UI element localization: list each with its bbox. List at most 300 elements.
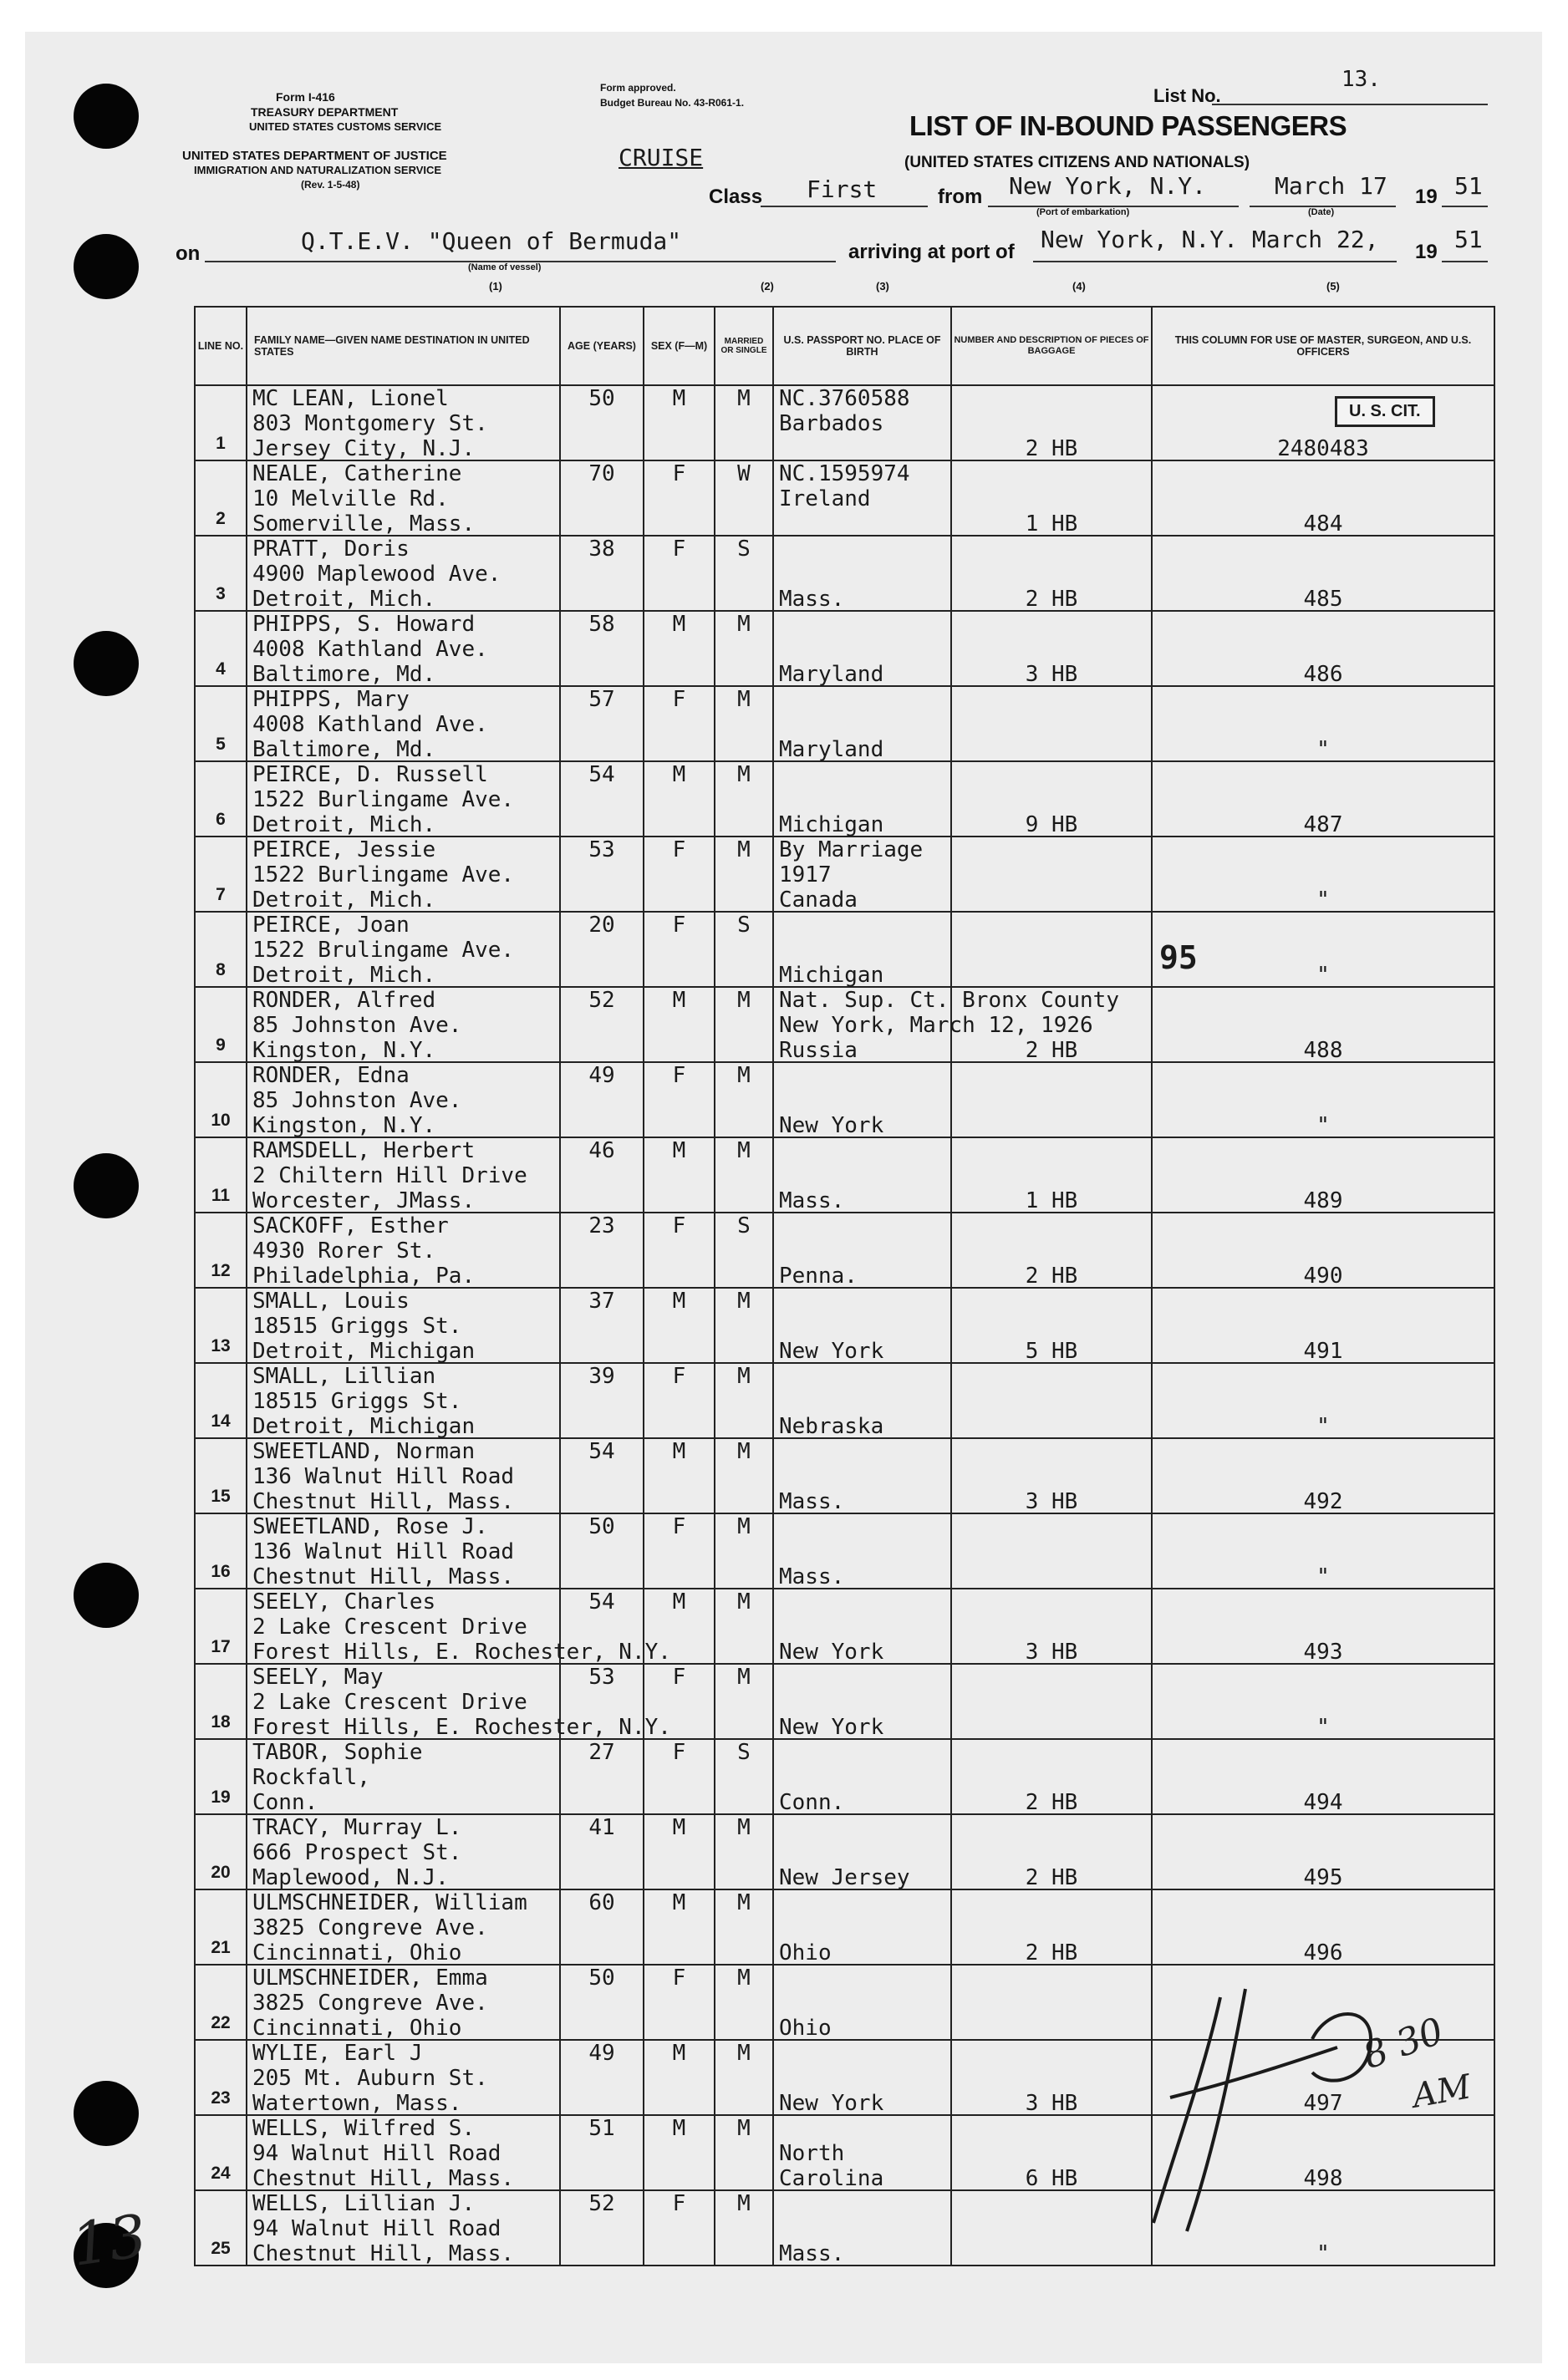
marital-cell xyxy=(715,1965,773,2040)
marital-cell xyxy=(715,1438,773,1513)
passenger-sex: M xyxy=(672,1439,686,1464)
passenger-age: 53 xyxy=(588,1665,615,1690)
name-cell xyxy=(247,385,560,460)
punch-hole xyxy=(74,1563,139,1628)
passenger-address: 4930 Rorer St. xyxy=(252,1238,436,1264)
birthplace: Maryland xyxy=(779,737,884,762)
passenger-age: 58 xyxy=(588,612,615,637)
passenger-sex: F xyxy=(672,1740,686,1765)
table-row xyxy=(195,987,1494,1062)
officer-number: " xyxy=(1316,1564,1330,1589)
passenger-age: 54 xyxy=(588,762,615,787)
passport-line-2: North xyxy=(779,2141,845,2166)
passenger-address: 3825 Congreve Ave. xyxy=(252,1991,488,2016)
officer-number: " xyxy=(1316,1715,1330,1740)
passenger-age: 37 xyxy=(588,1289,615,1314)
officer-cell xyxy=(1152,1137,1494,1213)
vessel-label: (Name of vessel) xyxy=(468,262,542,272)
passenger-age: 50 xyxy=(588,386,615,411)
passenger-sex: M xyxy=(672,1138,686,1163)
passport-cell xyxy=(773,611,951,686)
from-label: from xyxy=(938,186,983,208)
sex-cell xyxy=(644,460,715,536)
passport-cell xyxy=(773,1513,951,1589)
line-number-cell xyxy=(195,987,247,1062)
table-row xyxy=(195,1814,1494,1889)
baggage-count: 2 HB xyxy=(1025,1940,1078,1966)
officer-cell xyxy=(1152,1739,1494,1814)
table-row xyxy=(195,837,1494,912)
marital-cell xyxy=(715,837,773,912)
line-number-cell xyxy=(195,837,247,912)
line-number-cell xyxy=(195,1288,247,1363)
sex-cell xyxy=(644,1814,715,1889)
officer-number: " xyxy=(1316,1414,1330,1439)
date-label: (Date) xyxy=(1308,207,1335,217)
line-number: 23 xyxy=(211,2088,231,2108)
baggage-cell xyxy=(951,1889,1152,1965)
passport-line-2: Ireland xyxy=(779,486,871,511)
passport-cell xyxy=(773,1739,951,1814)
passenger-address: 94 Walnut Hill Road xyxy=(252,2141,501,2166)
passport-cell xyxy=(773,686,951,761)
passport-line-1: NC.3760588 xyxy=(779,386,910,411)
line-number: 25 xyxy=(211,2239,231,2258)
passenger-age: 54 xyxy=(588,1439,615,1464)
passport-cell xyxy=(773,1062,951,1137)
passenger-marital: M xyxy=(737,2191,751,2216)
passenger-city: Chestnut Hill, Mass. xyxy=(252,2166,515,2191)
passenger-name: SEELY, Charles xyxy=(252,1589,436,1615)
name-cell xyxy=(247,686,560,761)
table-row xyxy=(195,1438,1494,1513)
passenger-sex: M xyxy=(672,2041,686,2066)
column-number: (1) xyxy=(489,280,502,292)
baggage-count: 1 HB xyxy=(1025,1188,1078,1213)
passenger-age: 60 xyxy=(588,1890,615,1915)
passport-cell xyxy=(773,1589,951,1664)
passenger-city: Forest Hills, E. Rochester, N.Y. xyxy=(252,1640,671,1665)
line-number: 4 xyxy=(216,659,226,679)
name-cell xyxy=(247,912,560,987)
passenger-age: 27 xyxy=(588,1740,615,1765)
passenger-marital: M xyxy=(737,1364,751,1389)
officer-cell xyxy=(1152,460,1494,536)
officer-cell xyxy=(1152,912,1494,987)
officer-number: 493 xyxy=(1303,1640,1343,1665)
line-number: 19 xyxy=(211,1788,231,1807)
passenger-marital: M xyxy=(737,2041,751,2066)
baggage-cell xyxy=(951,1288,1152,1363)
birthplace: Mass. xyxy=(779,1564,845,1589)
passenger-marital: M xyxy=(737,1063,751,1088)
list-no-value: 13. xyxy=(1341,67,1381,92)
officer-number: 486 xyxy=(1303,662,1343,687)
line-number: 5 xyxy=(216,735,226,754)
name-cell xyxy=(247,2040,560,2115)
passenger-name: SACKOFF, Esther xyxy=(252,1213,449,1238)
passenger-city: Detroit, Michigan xyxy=(252,1339,476,1364)
passenger-sex: F xyxy=(672,537,686,562)
passenger-city: Kingston, N.Y. xyxy=(252,1113,436,1138)
dept-line-4: IMMIGRATION AND NATURALIZATION SERVICE xyxy=(194,164,442,176)
handwritten-time: 8 30 xyxy=(1357,2009,1449,2078)
column-header-married: MARRIED OR SINGLE xyxy=(715,307,773,385)
corner-mark: 13 xyxy=(67,2201,151,2280)
line-number-cell xyxy=(195,2040,247,2115)
passenger-city: Detroit, Mich. xyxy=(252,963,436,988)
passenger-name: SWEETLAND, Norman xyxy=(252,1439,476,1464)
birthplace: Mass. xyxy=(779,1489,845,1514)
line-number-cell xyxy=(195,686,247,761)
marital-cell xyxy=(715,1363,773,1438)
passenger-name: SMALL, Louis xyxy=(252,1289,410,1314)
marital-cell xyxy=(715,2040,773,2115)
table-row xyxy=(195,1664,1494,1739)
age-cell xyxy=(560,1814,644,1889)
table-row xyxy=(195,1363,1494,1438)
baggage-cell xyxy=(951,1739,1152,1814)
arrival-value: New York, N.Y. March 22, xyxy=(1041,226,1379,253)
date-value: March 17 xyxy=(1275,172,1387,200)
from-value: New York, N.Y. xyxy=(1009,172,1207,200)
name-cell xyxy=(247,1965,560,2040)
passenger-city: Detroit, Mich. xyxy=(252,887,436,913)
passport-cell xyxy=(773,761,951,837)
sex-cell xyxy=(644,1664,715,1739)
officer-number: 489 xyxy=(1303,1188,1343,1213)
name-cell xyxy=(247,1739,560,1814)
line-number-cell xyxy=(195,761,247,837)
birthplace: Canada xyxy=(779,887,858,913)
passenger-address: 94 Walnut Hill Road xyxy=(252,2216,501,2241)
passenger-marital: M xyxy=(737,837,751,862)
handwritten-signature xyxy=(1120,1972,1387,2240)
table-row xyxy=(195,761,1494,837)
baggage-cell xyxy=(951,1513,1152,1589)
passenger-address: 136 Walnut Hill Road xyxy=(252,1539,515,1564)
age-cell xyxy=(560,611,644,686)
passenger-age: 38 xyxy=(588,537,615,562)
age-cell xyxy=(560,1889,644,1965)
passenger-name: RONDER, Alfred xyxy=(252,988,436,1013)
marital-cell xyxy=(715,2115,773,2190)
marital-cell xyxy=(715,686,773,761)
passenger-name: ULMSCHNEIDER, William xyxy=(252,1890,527,1915)
passenger-address: 4008 Kathland Ave. xyxy=(252,712,488,737)
passenger-marital: M xyxy=(737,988,751,1013)
name-cell xyxy=(247,536,560,611)
baggage-count: 2 HB xyxy=(1025,587,1078,612)
passenger-city: Maplewood, N.J. xyxy=(252,1865,449,1890)
revision: (Rev. 1-5-48) xyxy=(301,179,360,191)
sex-cell xyxy=(644,2190,715,2266)
line-number: 16 xyxy=(211,1562,231,1581)
sex-cell xyxy=(644,761,715,837)
line-number-cell xyxy=(195,460,247,536)
sex-cell xyxy=(644,1363,715,1438)
line-number: 3 xyxy=(216,584,226,603)
passport-cell xyxy=(773,1965,951,2040)
table-row xyxy=(195,611,1494,686)
column-header-line: LINE NO. xyxy=(195,307,247,385)
table-row xyxy=(195,1513,1494,1589)
form-title: LIST OF IN-BOUND PASSENGERS xyxy=(909,110,1347,141)
vessel-value: Q.T.E.V. "Queen of Bermuda" xyxy=(301,227,682,255)
on-label: on xyxy=(176,242,201,265)
name-cell xyxy=(247,1137,560,1213)
passenger-age: 53 xyxy=(588,837,615,862)
officer-number: 495 xyxy=(1303,1865,1343,1890)
passenger-marital: M xyxy=(737,762,751,787)
officer-number: " xyxy=(1316,963,1330,988)
line-number: 11 xyxy=(211,1186,231,1205)
port-embarkation-label: (Port of embarkation) xyxy=(1036,207,1130,217)
sex-cell xyxy=(644,1589,715,1664)
age-cell xyxy=(560,1288,644,1363)
passenger-address: 10 Melville Rd. xyxy=(252,486,449,511)
passenger-age: 49 xyxy=(588,2041,615,2066)
sex-cell xyxy=(644,1965,715,2040)
passenger-city: Baltimore, Md. xyxy=(252,662,436,687)
marital-cell xyxy=(715,1739,773,1814)
passenger-age: 20 xyxy=(588,913,615,938)
class-label: Class xyxy=(709,186,763,208)
line-number: 8 xyxy=(216,960,226,979)
birthplace: Carolina xyxy=(779,2166,884,2191)
baggage-cell xyxy=(951,1664,1152,1739)
punch-hole xyxy=(74,1153,139,1218)
birthplace: Mass. xyxy=(779,1188,845,1213)
passenger-marital: M xyxy=(737,1289,751,1314)
marital-cell xyxy=(715,460,773,536)
baggage-cell xyxy=(951,1589,1152,1664)
passenger-city: Jersey City, N.J. xyxy=(252,436,476,461)
line-number: 20 xyxy=(211,1863,231,1882)
age-cell xyxy=(560,1739,644,1814)
line-number: 6 xyxy=(216,810,226,829)
baggage-count: 2 HB xyxy=(1025,1264,1078,1289)
punch-hole xyxy=(74,234,139,299)
passenger-city: Cincinnati, Ohio xyxy=(252,2016,462,2041)
sex-cell xyxy=(644,1213,715,1288)
passenger-name: TRACY, Murray L. xyxy=(252,1815,462,1840)
line-number: 15 xyxy=(211,1487,231,1506)
sex-cell xyxy=(644,536,715,611)
passport-cell xyxy=(773,1137,951,1213)
passenger-name: SWEETLAND, Rose J. xyxy=(252,1514,488,1539)
baggage-count: 2 HB xyxy=(1025,1790,1078,1815)
passenger-name: MC LEAN, Lionel xyxy=(252,386,449,411)
passenger-name: ULMSCHNEIDER, Emma xyxy=(252,1966,488,1991)
baggage-cell xyxy=(951,385,1152,460)
approval-line-2: Budget Bureau No. 43-R061-1. xyxy=(600,97,745,109)
line-number-cell xyxy=(195,1363,247,1438)
passenger-address: 1522 Burlingame Ave. xyxy=(252,787,515,812)
passenger-sex: M xyxy=(672,1289,686,1314)
officer-cell xyxy=(1152,1363,1494,1438)
marital-cell xyxy=(715,1213,773,1288)
baggage-count: 2 HB xyxy=(1025,436,1078,461)
marital-cell xyxy=(715,1062,773,1137)
age-cell xyxy=(560,686,644,761)
sex-cell xyxy=(644,1739,715,1814)
age-cell xyxy=(560,1589,644,1664)
form-subtitle: (UNITED STATES CITIZENS AND NATIONALS) xyxy=(904,154,1250,171)
name-cell xyxy=(247,1889,560,1965)
age-cell xyxy=(560,1363,644,1438)
name-cell xyxy=(247,1062,560,1137)
passenger-city: Baltimore, Md. xyxy=(252,737,436,762)
passenger-marital: M xyxy=(737,1439,751,1464)
baggage-count: 1 HB xyxy=(1025,511,1078,537)
passenger-marital: M xyxy=(737,1815,751,1840)
passenger-address: 1522 Brulingame Ave. xyxy=(252,938,515,963)
passport-line-1: By Marriage xyxy=(779,837,924,862)
passenger-city: Kingston, N.Y. xyxy=(252,1038,436,1063)
table-row xyxy=(195,536,1494,611)
marital-cell xyxy=(715,912,773,987)
table-row xyxy=(195,912,1494,987)
age-cell xyxy=(560,1664,644,1739)
column-header-age: AGE (YEARS) xyxy=(560,307,644,385)
officer-number: " xyxy=(1316,2241,1330,2266)
passenger-marital: S xyxy=(737,1213,751,1238)
birthplace: Russia xyxy=(779,1038,858,1063)
baggage-cell xyxy=(951,912,1152,987)
passenger-city: Detroit, Mich. xyxy=(252,587,436,612)
passenger-city: Conn. xyxy=(252,1790,318,1815)
line-number: 12 xyxy=(211,1261,231,1280)
sex-cell xyxy=(644,1889,715,1965)
passenger-sex: M xyxy=(672,386,686,411)
passport-cell xyxy=(773,912,951,987)
sex-cell xyxy=(644,987,715,1062)
officer-cell xyxy=(1152,1288,1494,1363)
birthplace: Penna. xyxy=(779,1264,858,1289)
officer-cell xyxy=(1152,686,1494,761)
birthplace: Mass. xyxy=(779,587,845,612)
approval-line-1: Form approved. xyxy=(600,82,676,94)
age-cell xyxy=(560,460,644,536)
age-cell xyxy=(560,1137,644,1213)
passenger-age: 51 xyxy=(588,2116,615,2141)
marital-cell xyxy=(715,1814,773,1889)
line-number: 24 xyxy=(211,2164,231,2183)
passenger-age: 23 xyxy=(588,1213,615,1238)
baggage-count: 6 HB xyxy=(1025,2166,1078,2191)
age-cell xyxy=(560,837,644,912)
age-cell xyxy=(560,2190,644,2266)
marital-cell xyxy=(715,611,773,686)
officer-number: " xyxy=(1316,737,1330,762)
officer-number: 487 xyxy=(1303,812,1343,837)
age-cell xyxy=(560,1062,644,1137)
birthplace: Nebraska xyxy=(779,1414,884,1439)
baggage-count: 5 HB xyxy=(1025,1339,1078,1364)
age-cell xyxy=(560,1213,644,1288)
column-header-name: FAMILY NAME—GIVEN NAME DESTINATION IN UNITED STATES xyxy=(247,307,560,385)
line-number-cell xyxy=(195,2115,247,2190)
passenger-sex: F xyxy=(672,1364,686,1389)
passenger-city: Forest Hills, E. Rochester, N.Y. xyxy=(252,1715,671,1740)
passport-cell xyxy=(773,460,951,536)
passenger-address: 2 Lake Crescent Drive xyxy=(252,1690,527,1715)
birthplace: New Jersey xyxy=(779,1865,910,1890)
passenger-address: 666 Prospect St. xyxy=(252,1840,462,1865)
passenger-sex: F xyxy=(672,2191,686,2216)
passenger-sex: F xyxy=(672,687,686,712)
line-number: 7 xyxy=(216,885,226,904)
officer-number: 496 xyxy=(1303,1940,1343,1966)
passenger-sex: M xyxy=(672,612,686,637)
column-number: (3) xyxy=(876,280,889,292)
passenger-address: 1522 Burlingame Ave. xyxy=(252,862,515,887)
officer-cell xyxy=(1152,1589,1494,1664)
dept-line-3: UNITED STATES DEPARTMENT OF JUSTICE xyxy=(182,149,447,163)
passenger-sex: M xyxy=(672,1890,686,1915)
line-number-cell xyxy=(195,1664,247,1739)
passenger-marital: M xyxy=(737,386,751,411)
passenger-sex: F xyxy=(672,461,686,486)
passenger-marital: S xyxy=(737,1740,751,1765)
officer-cell xyxy=(1152,611,1494,686)
name-cell xyxy=(247,611,560,686)
line-number: 9 xyxy=(216,1035,226,1055)
passenger-sex: F xyxy=(672,837,686,862)
line-number-cell xyxy=(195,1137,247,1213)
table-row xyxy=(195,1062,1494,1137)
passenger-address: 85 Johnston Ave. xyxy=(252,1088,462,1113)
age-cell xyxy=(560,1438,644,1513)
line-number-cell xyxy=(195,1213,247,1288)
passenger-name: PEIRCE, Joan xyxy=(252,913,410,938)
passenger-marital: M xyxy=(737,1665,751,1690)
passenger-sex: M xyxy=(672,2116,686,2141)
line-number-cell xyxy=(195,1739,247,1814)
passport-line-2: Barbados xyxy=(779,411,884,436)
passenger-city: Watertown, Mass. xyxy=(252,2091,462,2116)
name-cell xyxy=(247,1814,560,1889)
name-cell xyxy=(247,460,560,536)
us-citizen-stamp: U. S. CIT. xyxy=(1335,396,1435,427)
passenger-city: Detroit, Mich. xyxy=(252,812,436,837)
passenger-city: Chestnut Hill, Mass. xyxy=(252,2241,515,2266)
name-cell xyxy=(247,1513,560,1589)
passenger-address: 18515 Griggs St. xyxy=(252,1389,462,1414)
passenger-name: WELLS, Lillian J. xyxy=(252,2191,476,2216)
line-number-cell xyxy=(195,1889,247,1965)
passenger-name: PHIPPS, Mary xyxy=(252,687,410,712)
name-cell xyxy=(247,2190,560,2266)
baggage-count: 2 HB xyxy=(1025,1038,1078,1063)
column-number: (4) xyxy=(1072,280,1086,292)
passport-cell xyxy=(773,1664,951,1739)
marital-cell xyxy=(715,536,773,611)
table-row xyxy=(195,1739,1494,1814)
table-row xyxy=(195,385,1494,460)
passenger-sex: F xyxy=(672,1665,686,1690)
passenger-marital: M xyxy=(737,612,751,637)
line-number: 10 xyxy=(211,1111,231,1130)
passport-line-1: Nat. Sup. Ct. Bronx County xyxy=(779,988,1119,1013)
passport-cell xyxy=(773,1363,951,1438)
officer-number: 494 xyxy=(1303,1790,1343,1815)
passenger-name: WELLS, Wilfred S. xyxy=(252,2116,476,2141)
punch-hole xyxy=(74,2081,139,2146)
passenger-address: 2 Lake Crescent Drive xyxy=(252,1615,527,1640)
arriving-label: arriving at port of xyxy=(848,241,1015,263)
